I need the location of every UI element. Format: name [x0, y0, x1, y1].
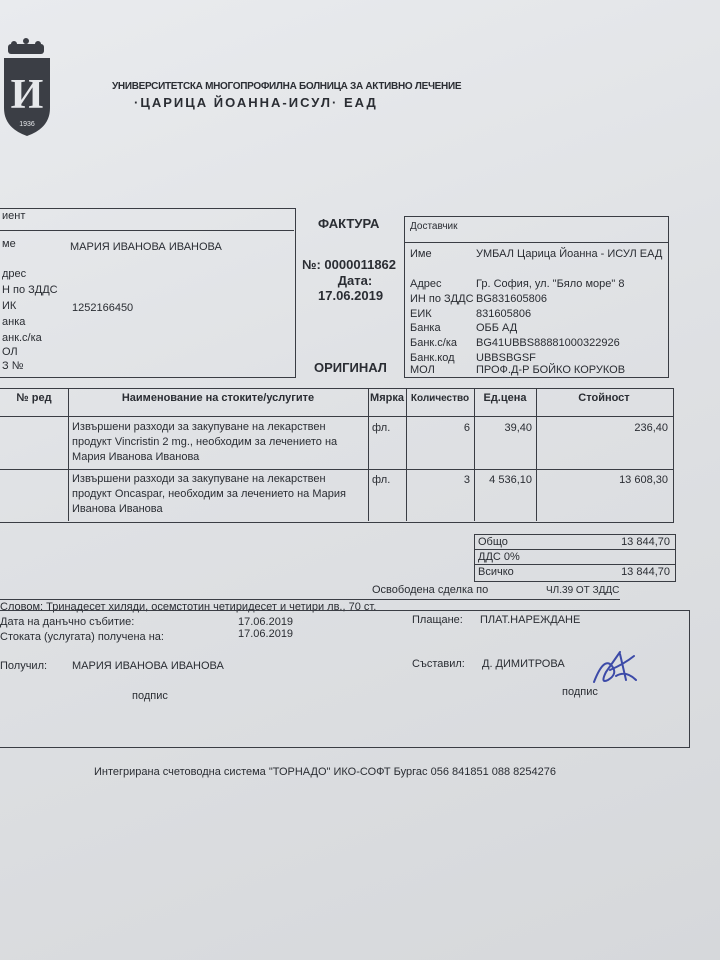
client-eik: 1252166450: [72, 302, 134, 314]
col-header-unit: Мярка: [370, 392, 404, 404]
item-unit: фл.: [372, 474, 391, 486]
amount-in-words: Словом: Тринадесет хиляди, осемстотин четиридесет и четири лв., 70 ст.: [0, 601, 377, 613]
item-price: 4 536,10: [489, 474, 532, 486]
tax-event-label: Дата на данъчно събитие:: [0, 616, 135, 628]
subtotal-value: 13 844,70: [621, 536, 670, 548]
supplier-header: Доставчик: [410, 221, 458, 232]
client-label-account: анк.с/ка: [2, 332, 42, 344]
item-total: 236,40: [634, 422, 668, 434]
issuer-label: Съставил:: [412, 658, 465, 670]
client-label-address: дрес: [2, 268, 27, 280]
supplier-label-account: Банк.с/ка: [410, 337, 458, 349]
supplier-value-address: Гр. София, ул. "Бяло море" 8: [476, 278, 625, 290]
client-label-vat: Н по ЗДДС: [2, 284, 58, 296]
supplier-label-vat: ИН по ЗДДС: [410, 293, 474, 305]
tax-event-date: 17.06.2019: [238, 616, 294, 628]
client-label-z: З №: [2, 360, 24, 372]
supplier-label-mol: МОЛ: [410, 364, 435, 376]
signature-label-left: подпис: [132, 690, 168, 702]
supplier-value-mol: ПРОФ.Д-Р БОЙКО КОРУКОВ: [476, 364, 626, 376]
total-value: 13 844,70: [621, 566, 670, 578]
received-date: 17.06.2019: [238, 628, 294, 640]
subtotal-label: Общо: [478, 536, 508, 548]
supplier-value-eik: 831605806: [476, 308, 532, 320]
col-header-total: Стойност: [578, 392, 630, 404]
total-label: Всичко: [478, 566, 514, 578]
supplier-value-vat: BG831605806: [476, 293, 547, 305]
client-name: МАРИЯ ИВАНОВА ИВАНОВА: [70, 241, 222, 253]
invoice-date-label: Дата:: [337, 273, 373, 288]
logo-letter: И: [10, 72, 44, 118]
hospital-logo: [0, 38, 56, 138]
supplier-value-account: BG41UBBS88881000322926: [476, 337, 620, 349]
client-label-mol: ОЛ: [2, 346, 18, 358]
logo-year: 1936: [19, 121, 35, 128]
supplier-label-bank: Банка: [410, 322, 441, 334]
item-description: Извършени разходи за закупуване на лекарствен продукт Oncaspar, необходим за лечението на Мария Иванова Иванова: [72, 473, 346, 515]
item-qty: 6: [463, 422, 470, 434]
recipient-name: МАРИЯ ИВАНОВА ИВАНОВА: [72, 660, 224, 672]
supplier-label-eik: ЕИК: [410, 308, 432, 320]
supplier-label-name: Име: [410, 248, 432, 260]
col-header-row: № ред: [16, 392, 52, 404]
software-line: Интегрирана счетоводна система "ТОРНАДО" ИКО-СОФТ Бургас 056 841851 088 8254276: [94, 766, 556, 778]
item-total: 13 608,30: [619, 474, 668, 486]
supplier-value-name: УМБАЛ Царица Йоанна - ИСУЛ ЕАД: [476, 248, 663, 260]
client-label-name: ме: [2, 238, 16, 250]
vat-label: ДДС 0%: [478, 551, 520, 563]
item-price: 39,40: [504, 422, 532, 434]
signature-mark: [590, 646, 640, 690]
supplier-label-address: Адрес: [410, 278, 442, 290]
received-label: Стоката (услугата) получена на:: [0, 631, 164, 643]
client-label-eik: ИК: [2, 300, 17, 312]
supplier-value-bankcode: UBBSBGSF: [476, 352, 536, 364]
signature-label-right: подпис: [562, 686, 598, 698]
hospital-name-line2: ·ЦАРИЦА ЙОАННА-ИСУЛ· ЕАД: [134, 95, 378, 110]
item-unit: фл.: [372, 422, 391, 434]
invoice-date: 17.06.2019: [318, 288, 384, 303]
invoice-original: ОРИГИНАЛ: [314, 360, 387, 375]
payment-value: ПЛАТ.НАРЕЖДАНЕ: [480, 614, 581, 626]
invoice-number: №: 0000011862: [302, 257, 397, 272]
col-header-price: Ед.цена: [483, 392, 527, 404]
supplier-value-bank: ОББ АД: [476, 322, 518, 334]
item-qty: 3: [463, 474, 470, 486]
hospital-name: УНИВЕРСИТЕТСКА МНОГОПРОФИЛНА БОЛНИЦА ЗА АКТИВНО ЛЕЧЕНИЕ: [112, 81, 462, 92]
recipient-label: Получил:: [0, 660, 48, 672]
invoice-title: ФАКТУРА: [318, 216, 380, 231]
col-header-qty: Количество: [410, 393, 470, 404]
issuer-name: Д. ДИМИТРОВА: [482, 658, 565, 670]
exemption-label: Освободена сделка по: [372, 584, 489, 596]
col-header-name: Наименование на стоките/услугите: [121, 392, 315, 404]
client-header: иент: [2, 210, 26, 222]
exemption-value: ЧЛ.39 ОТ ЗДДС: [546, 585, 620, 596]
client-label-bank: анка: [2, 316, 26, 328]
item-description: Извършени разходи за закупуване на лекарствен продукт Vincristin 2 mg., необходим за лечението на Мария Иванова Иванова: [72, 421, 338, 463]
payment-label: Плащане:: [412, 614, 463, 626]
supplier-label-bankcode: Банк.код: [410, 352, 455, 364]
